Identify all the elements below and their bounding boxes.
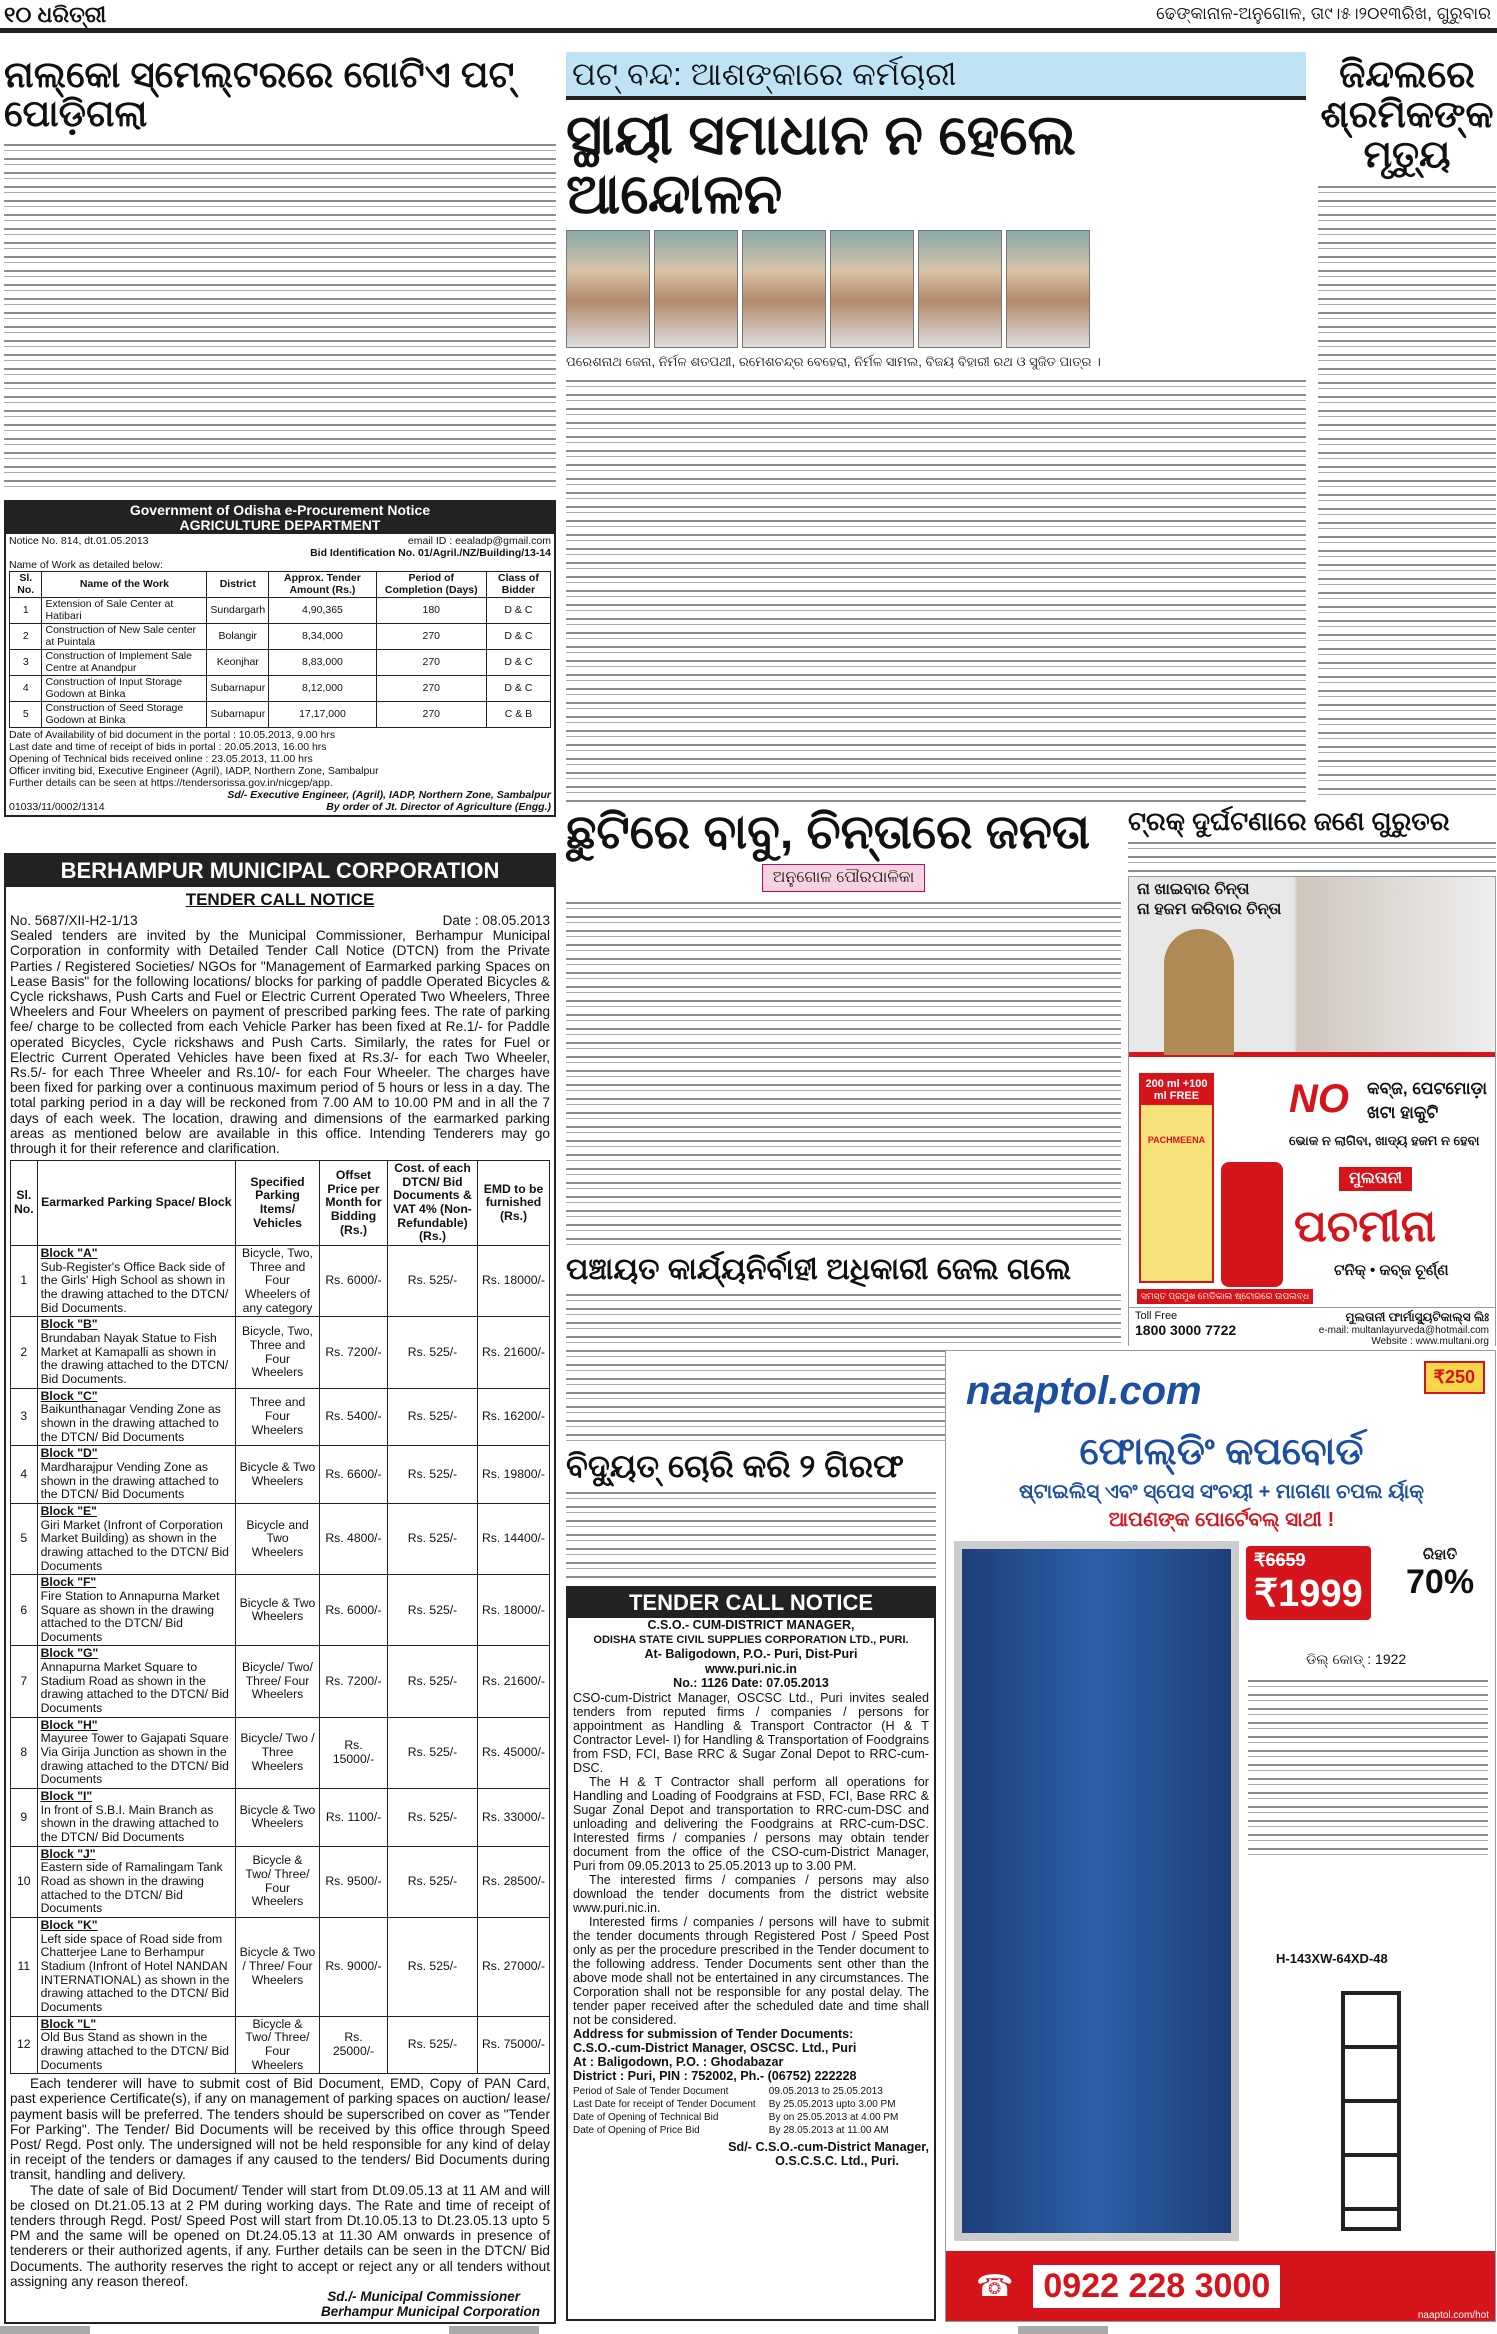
naaptol-ad xyxy=(945,1350,1496,2322)
schedule-row xyxy=(573,2111,929,2124)
phone-icon: ☎ xyxy=(976,2269,1014,2303)
cell xyxy=(37,1789,235,1847)
discount-label: ରିହାତି xyxy=(1422,1546,1458,1563)
churna-jar xyxy=(1221,1162,1283,1287)
bmc-row xyxy=(11,1646,550,1717)
product-line: ଟନିକ୍ • କବ୍ଜ ଚୂର୍ଣ୍ଣ xyxy=(1334,1262,1449,1279)
cell: Rs. 21600/- xyxy=(478,1317,550,1388)
cell: Rs. 4800/- xyxy=(320,1503,388,1574)
cell: Rs. 9000/- xyxy=(320,1917,388,2016)
schedule-label: Date of Opening of Technical Bid xyxy=(573,2111,719,2123)
cell: Rs. 9500/- xyxy=(320,1846,388,1917)
block-desc: Mayuree Tower to Gajapati Square Via Girija Junction as shown in the drawing attached to the DTCN/ Bid Documents xyxy=(40,1731,229,1787)
oscsc-h3: At- Baligodown, P.O.- Puri, Dist-Puri xyxy=(644,1647,858,1661)
oscsc-h4: www.puri.nic.in xyxy=(705,1661,797,1676)
cell: Rs. 18000/- xyxy=(478,1246,550,1317)
headline-bidyut: ବିଦ୍ୟୁତ୍ ଚୋରି କରି ୨ ଗିରଫ xyxy=(566,1448,904,1484)
article-bidyut-body xyxy=(566,1488,936,1580)
block-name: Block "C" xyxy=(40,1388,98,1403)
article-jindal-body xyxy=(1318,182,1496,800)
block-desc: Sub-Register's Office Back side of the Girls' High School as shown in the drawing attached to the DTCN/ Bid Documents. xyxy=(40,1259,229,1315)
ad-top1: ନା ଖାଇବାର ଚିନ୍ତା xyxy=(1137,881,1250,898)
cell: Rs. 525/- xyxy=(388,1789,478,1847)
oscsc-p2: The H & T Contractor shall perform all operations for Handling and Loading of Foodgrains at FSD, FCI, Base RRC & Sugar Zonal Depot and transportation to RRC-cum-DSC and unloading and delivering the Foodgrains at RRC-cum-DSC. Interested firms / companies / persons may obtain tender document from the office of the CSO-cum-District Manager, Puri from 09.05.2013 to 25.05.2013 up to 3.00 PM. xyxy=(573,1774,929,1873)
section-tag: ଅନୁଗୋଳ ପୌରପାଳିକା xyxy=(762,864,926,892)
offer-label: 200 ml +100 ml FREE xyxy=(1141,1075,1212,1105)
oscsc-addr: Address for submission of Tender Documents: xyxy=(573,2026,854,2041)
schedule-label: Last Date for receipt of Tender Document xyxy=(573,2098,756,2110)
cell: Rs. 7200/- xyxy=(320,1317,388,1388)
cell: Rs. 28500/- xyxy=(478,1846,550,1917)
ad-footer xyxy=(1129,1307,1495,1349)
cell: Bicycle & Two Wheelers xyxy=(236,1446,320,1504)
cell: Three and Four Wheelers xyxy=(236,1388,320,1446)
agri-title: Government of Odisha e-Procurement Notice xyxy=(129,502,431,519)
agri-work-label: Name of Work as detailed below: xyxy=(9,559,163,572)
agri-row xyxy=(10,676,551,702)
bmc-row xyxy=(11,2016,550,2074)
order-phone: 0922 228 3000 xyxy=(1033,2265,1280,2308)
agri-ref: 01033/11/0002/1314 xyxy=(9,801,105,814)
bmc-row xyxy=(11,1575,550,1646)
pachmeena-ad xyxy=(1128,876,1496,1346)
email: e-mail: multanlayurveda@hotmail.com xyxy=(1318,1325,1489,1336)
ad-top2: ନା ହଜମ କରିବାର ଚିନ୍ତା xyxy=(1137,901,1282,918)
schedule-row xyxy=(573,2124,929,2137)
cell: Rs. 14400/- xyxy=(478,1503,550,1574)
cell: Rs. 525/- xyxy=(388,1717,478,1788)
bmc-date: Date : 08.05.2013 xyxy=(442,913,550,929)
price-badge: ₹250 xyxy=(1424,1361,1485,1394)
block-desc: Baikunthanagar Vending Zone as shown in the drawing attached to the DTCN/ Bid Documents xyxy=(40,1402,221,1444)
website: Website : www.multani.org xyxy=(1371,1336,1489,1347)
cell: Subarnapur xyxy=(207,702,269,728)
cell: 270 xyxy=(376,676,486,702)
cell: D & C xyxy=(486,624,550,650)
oscsc-sign: Sd/- C.S.O.-cum-District Manager, xyxy=(728,2139,929,2154)
cell: Rs. 5400/- xyxy=(320,1388,388,1446)
cell: 270 xyxy=(376,650,486,676)
page-number: ୧୦ ଧରିତ୍ରୀ xyxy=(4,2,107,27)
agri-order: By order of Jt. Director of Agriculture (Engg.) xyxy=(326,801,551,814)
cell: Keonjhar xyxy=(207,650,269,676)
th: Sl. No. xyxy=(11,1161,38,1246)
bmc-row xyxy=(11,1388,550,1446)
th: Approx. Tender Amount (Rs.) xyxy=(269,572,376,598)
cell: Rs. 33000/- xyxy=(478,1789,550,1847)
cell: 2 xyxy=(10,624,42,650)
photo xyxy=(566,230,650,348)
cell: 8,34,000 xyxy=(269,624,376,650)
page-footer-marks xyxy=(0,2326,1497,2334)
cell: Bicycle & Two/ Three/ Four Wheelers xyxy=(236,1846,320,1917)
tonic-box xyxy=(1139,1073,1214,1283)
cell: Rs. 525/- xyxy=(388,1246,478,1317)
cell xyxy=(37,1317,235,1388)
agri-info-line: Opening of Technical bids received online : 23.05.2013, 11.00 hrs xyxy=(9,753,313,766)
brand-name: ପଚମୀନା xyxy=(1294,1202,1437,1251)
cell xyxy=(37,1917,235,2016)
cell: Rs. 27000/- xyxy=(478,1917,550,2016)
cell: Sundargarh xyxy=(207,598,269,624)
cell: Rs. 525/- xyxy=(388,1846,478,1917)
cell: 4,90,365 xyxy=(269,598,376,624)
cell: 180 xyxy=(376,598,486,624)
headline-main: ସ୍ଥାୟୀ ସମାଧାନ ନ ହେଲେ ଆନ୍ଦୋଳନ xyxy=(566,103,1077,225)
block-desc: Giri Market (Infront of Corporation Market Building) as shown in the drawing attached to the DTCN/ Bid Documents xyxy=(40,1517,229,1573)
cell: 3 xyxy=(10,650,42,676)
cell xyxy=(37,1388,235,1446)
agri-row xyxy=(10,702,551,728)
oscsc-p1: CSO-cum-District Manager, OSCSC Ltd., Puri invites sealed tenders from reputed firms / companies / persons for appointment as Handling & Transport Contractor (H & T Contractor Level- I) for Handling & Transportation of Foodgrains from FSD, FCI, Base RRC & Sugar Zonal Depot to RRC-cum-DSC. xyxy=(573,1690,929,1775)
bmc-row xyxy=(11,1717,550,1788)
oscsc-addr: At : Baligodown, P.O. : Ghodabazar xyxy=(573,2054,784,2069)
deal-code: ଡିଲ୍ କୋଡ୍ : 1922 xyxy=(1306,1651,1407,1667)
oscsc-h1: C.S.O.- CUM-DISTRICT MANAGER, xyxy=(647,1618,855,1632)
cell: Bicycle & Two Wheelers xyxy=(236,1575,320,1646)
cell: Bicycle/ Two/ Three/ Four Wheelers xyxy=(236,1646,320,1717)
shoe-rack-image xyxy=(1341,1991,1401,2231)
oscsc-addr: C.S.O.-cum-District Manager, OSCSC. Ltd., Puri xyxy=(573,2040,857,2055)
cell: 8,83,000 xyxy=(269,650,376,676)
cell: 17,17,000 xyxy=(269,702,376,728)
bmc-row xyxy=(11,1246,550,1317)
naaptol-logo: naaptol.com xyxy=(966,1369,1202,1413)
product-title: ଫୋଲ୍ଡିଂ କପବୋର୍ଡ xyxy=(1079,1431,1364,1473)
bidyut-story xyxy=(566,1450,936,1580)
photo xyxy=(830,230,914,348)
cell: 12 xyxy=(11,2016,38,2074)
cell: Rs. 525/- xyxy=(388,1388,478,1446)
cell xyxy=(37,1846,235,1917)
block-name: Block "B" xyxy=(40,1317,98,1332)
agri-sign: Sd/- Executive Engineer, (Agril), IADP, Northern Zone, Sambalpur xyxy=(227,789,551,802)
tagline: ଆପଣଙ୍କ ପୋର୍ଟେବଲ୍ ସାଥୀ ! xyxy=(1108,1509,1335,1531)
block-name: Block "K" xyxy=(40,1917,98,1932)
cell: Bicycle & Two/ Three/ Four Wheelers xyxy=(236,2016,320,2074)
cell: 4 xyxy=(11,1446,38,1504)
agri-row xyxy=(10,650,551,676)
cell: Construction of Input Storage Godown at Binka xyxy=(42,676,207,702)
block-name: Block "A" xyxy=(40,1246,98,1261)
cell: 3 xyxy=(11,1388,38,1446)
cell: Bicycle/ Two / Three Wheelers xyxy=(236,1717,320,1788)
photo xyxy=(918,230,1002,348)
bmc-org: Berhampur Municipal Corporation xyxy=(320,2304,540,2319)
agri-info-line: Officer inviting bid, Executive Engineer (Agril), IADP, Northern Zone, Sambalpur xyxy=(9,765,379,778)
cell: Extension of Sale Center at Hatibari xyxy=(42,598,207,624)
bmc-no: No. 5687/XII-H2-1/13 xyxy=(10,913,138,929)
agri-table xyxy=(9,571,551,728)
cell xyxy=(37,1503,235,1574)
headline-truck: ଟ୍ରକ୍ ଦୁର୍ଘଟଣାରେ ଜଣେ ଗୁରୁତର xyxy=(1128,806,1450,836)
th: Earmarked Parking Space/ Block xyxy=(37,1161,235,1246)
schedule-label: Date of Opening of Price Bid xyxy=(573,2124,700,2136)
cell xyxy=(37,1246,235,1317)
cell: 1 xyxy=(10,598,42,624)
agri-info-line: Last date and time of receipt of bids in portal : 20.05.2013, 16.00 hrs xyxy=(9,741,327,754)
cell: 7 xyxy=(11,1646,38,1717)
product-subtitle: ଷ୍ଟାଇଲିସ୍ ଏବଂ ସ୍ପେସ ସଂଚୟୀ + ମାଗଣା ଚପଲ ର୍ୟାକ୍ xyxy=(1019,1481,1424,1503)
oscsc-h5: No.: 1126 Date: 07.05.2013 xyxy=(673,1676,829,1690)
cell: Rs. 16200/- xyxy=(478,1388,550,1446)
bmc-row xyxy=(11,1846,550,1917)
schedule-value: By on 25.05.2013 at 4.00 PM xyxy=(768,2111,899,2123)
block-desc: Brundaban Nayak Statue to Fish Market at Kamapalli as shown in the drawing attached to the DTCN/ Bid Documents. xyxy=(40,1331,229,1386)
cell: 11 xyxy=(11,1917,38,2016)
cell: Bicycle and Two Wheelers xyxy=(236,1503,320,1574)
cell: Rs. 15000/- xyxy=(320,1717,388,1788)
bmc-row xyxy=(11,1789,550,1847)
agri-info-line: Further details can be seen at https://tendersorissa.gov.in/nicgep/app. xyxy=(9,777,333,790)
schedule-value: By 25.05.2013 upto 3.00 PM xyxy=(768,2098,896,2110)
agri-notice xyxy=(4,500,556,817)
cell: Rs. 525/- xyxy=(388,1917,478,2016)
cell: 1 xyxy=(11,1246,38,1317)
th: Specified Parking Items/ Vehicles xyxy=(236,1161,320,1246)
chhuti-story xyxy=(566,808,1121,1250)
cell: 8,12,000 xyxy=(269,676,376,702)
cell xyxy=(37,2016,235,2074)
block-name: Block "D" xyxy=(40,1446,98,1461)
cell: Rs. 6600/- xyxy=(320,1446,388,1504)
bmc-title: BERHAMPUR MUNICIPAL CORPORATION xyxy=(6,855,554,887)
old-price: ₹6659 xyxy=(1254,1550,1306,1570)
cell: D & C xyxy=(486,676,550,702)
cell: Rs. 21600/- xyxy=(478,1646,550,1717)
cell: Rs. 525/- xyxy=(388,1317,478,1388)
th: Sl. No. xyxy=(10,572,42,598)
block-name: Block "G" xyxy=(40,1646,99,1661)
photo xyxy=(654,230,738,348)
th: Class of Bidder xyxy=(486,572,550,598)
agri-notice-no: Notice No. 814, dt.01.05.2013 xyxy=(9,535,149,548)
left-column xyxy=(4,56,556,2324)
cell: 2 xyxy=(11,1317,38,1388)
bmc-row xyxy=(11,1446,550,1504)
cell xyxy=(37,1446,235,1504)
model-image xyxy=(1164,929,1234,1055)
oscsc-addr: District : Puri, PIN : 752002, Ph.- (06752) 222228 xyxy=(573,2068,857,2083)
article-main-body xyxy=(566,376,1306,802)
oscsc-notice xyxy=(566,1586,936,2321)
naaptol-url: naaptol.com/hot xyxy=(1417,2310,1489,2321)
main-story xyxy=(566,52,1306,802)
block-desc: Eastern side of Ramalingam Tank Road as shown in the drawing attached to the DTCN/ Bid Documents xyxy=(40,1860,223,1916)
schedule-row xyxy=(573,2098,929,2111)
schedule-value: 09.05.2013 to 25.05.2013 xyxy=(768,2085,883,2097)
block-desc: Left side space of Road side from Chatterjee Lane to Berhampur Stadium (Infront of Hotel NANDAN INTERNATIONAL) as shown in the drawing attached to the DTCN/ Bid Documents xyxy=(40,1931,230,2014)
price: ₹1999 xyxy=(1254,1573,1363,1615)
dateline: ଢେଙ୍କାନାଳ-ଅନୁଗୋଳ, ତା୯।୫।୨୦୧୩ରିଖ, ଗୁରୁବାର xyxy=(1156,4,1491,23)
tag1: କବ୍ଜ, ପେଟମୋଡ଼ା xyxy=(1367,1079,1487,1098)
bmc-sign: Sd./- Municipal Commissioner xyxy=(327,2289,520,2304)
oscsc-h2: ODISHA STATE CIVIL SUPPLIES CORPORATION LTD., PURI. xyxy=(593,1633,909,1646)
headline-chhuti: ଛୁଟିରେ ବାବୁ, ଚିନ୍ତାରେ ଜନତା xyxy=(566,806,1091,859)
cell: 9 xyxy=(11,1789,38,1847)
cell: Bicycle, Two, Three and Four Wheelers of any category xyxy=(236,1246,320,1317)
block-desc: Old Bus Stand as shown in the drawing attached to the DTCN/ Bid Documents xyxy=(40,2030,229,2072)
cell: 270 xyxy=(376,624,486,650)
schedule-label: Period of Sale of Tender Document xyxy=(573,2085,729,2097)
cell: 8 xyxy=(11,1717,38,1788)
headline-jindal: ଜିନ୍ଦଲରେ ଶ୍ରମିକଙ୍କ ମୃତ୍ୟୁ xyxy=(1320,54,1494,176)
headline-nalco: ନାଲ୍‌କୋ ସ୍ମେଲ୍ଟରରେ ଗୋଟିଏ ପଟ୍ ପୋଡ଼ିଗଲା xyxy=(4,54,515,134)
cell xyxy=(37,1646,235,1717)
photo xyxy=(742,230,826,348)
oscsc-title: TENDER CALL NOTICE xyxy=(568,1588,934,1618)
agri-info-line: Date of Availability of bid document in the portal : 10.05.2013, 9.00 hrs xyxy=(9,729,336,742)
order-bar xyxy=(946,2251,1495,2321)
block-name: Block "F" xyxy=(40,1575,97,1590)
cell: Rs. 6000/- xyxy=(320,1246,388,1317)
tag3: ଭୋକ ନ ଲାଗିବା, ଖାଦ୍ୟ ହଜମ ନ ହେବା xyxy=(1289,1133,1480,1148)
th: District xyxy=(207,572,269,598)
agri-row xyxy=(10,624,551,650)
th: Cost. of each DTCN/ Bid Documents & VAT 4% (Non-Refundable) (Rs.) xyxy=(388,1161,478,1246)
bmc-para2: Each tenderer will have to submit cost of Bid Document, EMD, Copy of PAN Card, past experience Certificate(s), if any on management of parking spaces on auction/ lease/ payment basis will be preferred. The tenders should be superscribed on cover as "Tender For Parking". The Tender/ Bid Documents will be received by this office through Speed Post/ Regd. Post only. The undersigned will not be held responsible for any kind of delay in receipt of the tenders or damages if any caused to the tenders/ Bid Documents during transit, handling and delivery. xyxy=(10,2076,550,2183)
agri-dept: AGRICULTURE DEPARTMENT xyxy=(179,517,381,534)
block-desc: Mardharajpur Vending Zone as shown in the drawing attached to the DTCN/ Bid Documents xyxy=(40,1459,219,1502)
availability: ସମସ୍ତ ପ୍ରମୁଖ ମେଡିକାଲ ଷ୍ଟୋରରେ ଉପଲବ୍ଧ xyxy=(1137,1289,1313,1304)
photo xyxy=(1006,230,1090,348)
cell: Construction of Implement Sale Centre at Anandpur xyxy=(42,650,207,676)
cell: Rs. 18000/- xyxy=(478,1575,550,1646)
block-name: Block "L" xyxy=(40,2016,97,2031)
cell xyxy=(37,1717,235,1788)
maker-logo: ମୁଲତାନୀ xyxy=(1339,1167,1412,1191)
block-name: Block "E" xyxy=(40,1503,97,1518)
bmc-para3: The date of sale of Bid Document/ Tender will start from Dt.09.05.13 at 11 AM and will be closed on Dt.21.05.13 at 2 PM during working days. The Rate and time of receipt of tenders through Regd. Post/ Speed Post will start from Dt.10.05.13 to Dt.23.05.13 upto 5 PM and the same will be opened on Dt.24.05.13 at 11.30 AM onwards in presence of tenderers or their authorized agents, if any. Further details can be seen in the DTCN/ Bid Documents. The authority reserves the right to accept or reject any or all tenders without assigning any reason thereof. xyxy=(10,2182,550,2289)
oscsc-org: O.S.C.S.C. Ltd., Puri. xyxy=(775,2153,899,2168)
cell: Bolangir xyxy=(207,624,269,650)
cell: Bicycle, Two, Three and Four Wheelers xyxy=(236,1317,320,1388)
cell: 4 xyxy=(10,676,42,702)
cell: Rs. 6000/- xyxy=(320,1575,388,1646)
th: Period of Completion (Days) xyxy=(376,572,486,598)
cell: 6 xyxy=(11,1575,38,1646)
tollfree-label: Toll Free xyxy=(1135,1310,1178,1322)
photo-strip xyxy=(566,230,1086,348)
cell: D & C xyxy=(486,650,550,676)
bmc-notice xyxy=(4,853,556,2324)
no-label: NO xyxy=(1289,1077,1349,1121)
cell: Rs. 45000/- xyxy=(478,1717,550,1788)
article-chhuti-body xyxy=(566,898,1121,1250)
company: ମୁଲତାନୀ ଫାର୍ମାସ୍ୟୁଟିକାଲ୍ସ ଲିଃ xyxy=(1345,1310,1489,1324)
bmc-intro: Sealed tenders are invited by the Municipal Commissioner, Berhampur Municipal Corporation in conformity with Detailed Tender Call Notice (DTCN) from the Private Parties / Registered Societies/ NGOs for "Management of Earmarked parking Spaces on Lease Basis" for the following locations/ blocks for parking of paddle Operated Bicycles & Cycle rickshaws, Push Carts and Fuel or Electric Current Operated Two Wheelers, Three Wheelers and Four Wheelers on payment of prescribed parking fees. The rate of parking fee/ charge to be collected from each Vehicle Parker has been fixed at Re.1/- for Paddle operated Bicycles, Cycle rickshaws and Push Carts. Similarly, the rates for Fuel or Electric Current Operated Vehicles have been fixed at Rs.3/- for each Two Wheeler, Rs.5/- for each Three Wheeler and Rs.10/- for each Four Wheeler. The charges have been fixed for parking over a continuous maximum period of 5 hours or less in a day. The total parking period in a day will be reckoned from 7.00 AM to 10.00 PM and in all the 7 days of each week. The location, drawing and dimensions of the earmarked parking areas as mentioned below are available in this office. Intending Tenderers may go through it for their reference and clarification. xyxy=(10,928,550,1156)
cell xyxy=(37,1575,235,1646)
cell: Rs. 25000/- xyxy=(320,2016,388,2074)
headline-panchayat: ପଞ୍ଚାୟତ କାର୍ଯ୍ୟନିର୍ବାହୀ ଅଧିକାରୀ ଜେଲ ଗଲେ xyxy=(566,1253,1072,1286)
block-name: Block "I" xyxy=(40,1789,93,1804)
cell: D & C xyxy=(486,598,550,624)
block-name: Block "J" xyxy=(40,1846,96,1861)
schedule-row xyxy=(573,2085,929,2098)
agri-email: email ID : eealadp@gmail.com xyxy=(407,535,551,548)
cell: Rs. 525/- xyxy=(388,1446,478,1504)
th: Name of the Work xyxy=(42,572,207,598)
bmc-row xyxy=(11,1317,550,1388)
truck-story xyxy=(1128,808,1496,1346)
pack-label: PACHMEENA xyxy=(1147,1135,1206,1145)
cell: Rs. 525/- xyxy=(388,1646,478,1717)
agri-bid-id: Bid Identification No. 01/Agril./NZ/Building/13-14 xyxy=(310,547,551,560)
block-desc: Annapurna Market Square to Stadium Road as shown in the drawing attached to the DTCN/ Bid Documents xyxy=(40,1660,229,1716)
bmc-subtitle: TENDER CALL NOTICE xyxy=(185,890,375,910)
article-nalco-body xyxy=(4,140,556,494)
cell: Construction of Seed Storage Godown at Binka xyxy=(42,702,207,728)
agri-row xyxy=(10,598,551,624)
cell: Rs. 525/- xyxy=(388,1503,478,1574)
cell: Rs. 525/- xyxy=(388,2016,478,2074)
cell: 10 xyxy=(11,1846,38,1917)
discount: 70% xyxy=(1406,1563,1475,1601)
tollfree-number: 1800 3000 7722 xyxy=(1135,1322,1237,1338)
wardrobe-image xyxy=(954,1541,1239,2241)
cell: Construction of New Sale center at Puintala xyxy=(42,624,207,650)
cell: Rs. 525/- xyxy=(388,1575,478,1646)
cell: Rs. 7200/- xyxy=(320,1646,388,1717)
block-desc: Fire Station to Annapurna Market Square as shown in the drawing attached to the DTCN/ Bid Documents xyxy=(40,1588,220,1644)
schedule-value: By 28.05.2013 at 11.00 AM xyxy=(768,2124,889,2136)
cell: C & B xyxy=(486,702,550,728)
oscsc-p4: Interested firms / companies / persons will have to submit the tender documents through Registered Post / Speed Post only as per the procedure prescribed in the Tender document to the following address. Tender Documents sent other than the above mode shall not be entertained in any circumstances. The Corporation shall not be responsible for any postal delay. The tender paper received after the scheduled date and time shall not be considered. xyxy=(573,1914,929,2027)
th: EMD to be furnished (Rs.) xyxy=(478,1161,550,1246)
article-truck-body xyxy=(1128,838,1496,873)
oscsc-p3: The interested firms / companies / persons may also download the tender documents from the district website www.puri.nic.in. xyxy=(573,1872,929,1915)
kicker: ପଟ୍ ବନ୍ଦ: ଆଶଙ୍କାରେ କର୍ମଚାରୀ xyxy=(566,52,1306,100)
bmc-row xyxy=(11,1917,550,2016)
block-name: Block "H" xyxy=(40,1717,98,1732)
cell: 5 xyxy=(11,1503,38,1574)
header-rule xyxy=(0,28,1497,33)
bmc-row xyxy=(11,1503,550,1574)
cell: Rs. 19800/- xyxy=(478,1446,550,1504)
photo-caption: ପରେଶନାଥ ଜେନା, ନିର୍ମଳ ଶତପଥୀ, ରମେଶଚନ୍ଦ୍ର ବେହେରା, ନିର୍ମଳ ସାମଲ, ବିଜୟ ବିହାରୀ ରଥ ଓ ସୁଜିତ ପାତ୍ର । xyxy=(566,353,1101,369)
tag2: ଖଟା ହାକୁଟି xyxy=(1367,1103,1439,1122)
product-code: H-143XW-64XD-48 xyxy=(1276,1951,1388,1966)
bmc-table xyxy=(10,1160,550,2074)
jindal-story xyxy=(1318,56,1496,800)
price-box xyxy=(1246,1546,1371,1620)
cell: 5 xyxy=(10,702,42,728)
feature-list xyxy=(1248,1676,1488,1856)
cell: Bicycle & Two Wheelers xyxy=(236,1789,320,1847)
cell: Rs. 1100/- xyxy=(320,1789,388,1847)
block-desc: In front of S.B.I. Main Branch as shown in the drawing attached to the DTCN/ Bid Documents xyxy=(40,1802,219,1844)
th: Offset Price per Month for Bidding (Rs.) xyxy=(320,1161,388,1246)
cell: 270 xyxy=(376,702,486,728)
cell: Subarnapur xyxy=(207,676,269,702)
cell: Bicycle & Two / Three/ Four Wheelers xyxy=(236,1917,320,2016)
cell: Rs. 75000/- xyxy=(478,2016,550,2074)
